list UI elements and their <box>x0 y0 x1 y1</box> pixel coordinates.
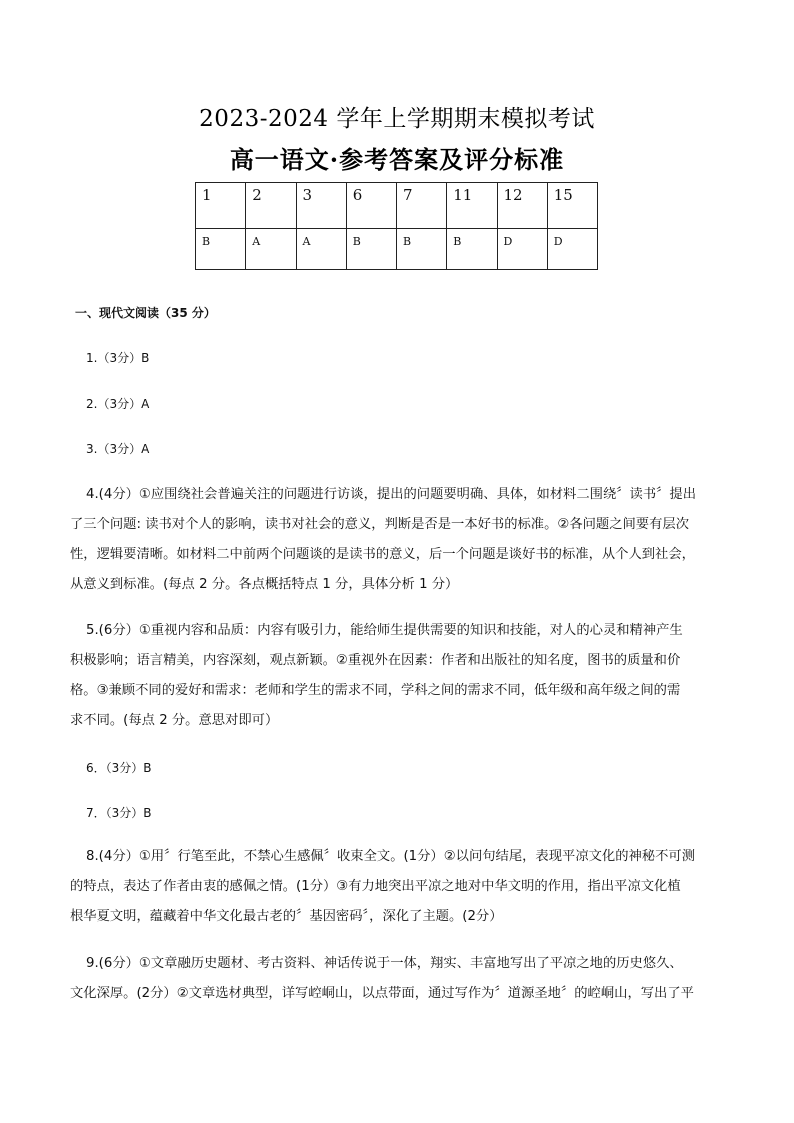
question-number-cell: 3 <box>296 183 346 229</box>
answer-q8 <box>70 842 726 932</box>
answer-q7: 7．（3分）B <box>86 806 152 820</box>
answer-cell: B <box>346 229 396 270</box>
answer-q5 <box>70 616 726 736</box>
answer-cell: D <box>497 229 547 270</box>
question-number-cell: 1 <box>196 183 246 229</box>
paragraph-line: 5.(6分）①重视内容和品质：内容有吸引力，能给师生提供需要的知识和技能，对人的心灵和精神产生 <box>86 623 683 638</box>
paragraph-line: 格。③兼顾不同的爱好和需求：老师和学生的需求不同，学科之间的需求不同，低年级和高年级之间的需 <box>70 683 681 698</box>
paragraph-line: 的特点，表达了作者由衷的感佩之情。(1分）③有力地突出平凉之地对中华文明的作用，指出平凉文化植 <box>70 879 681 894</box>
paragraph-line: 根华夏文明，蕴藏着中华文化最古老的〞基因密码〞，深化了主题。(2分） <box>70 909 503 924</box>
answer-cell: B <box>447 229 497 270</box>
exam-title: 2023-2024 学年上学期期末模拟考试 <box>199 106 595 132</box>
question-number-cell: 12 <box>497 183 547 229</box>
paragraph-line: 积极影响；语言精美，内容深刻，观点新颖。②重视外在因素：作者和出版社的知名度，图书的质量和价 <box>70 653 681 668</box>
answer-cell: A <box>246 229 296 270</box>
answer-cell: D <box>547 229 597 270</box>
question-number-cell: 7 <box>397 183 447 229</box>
paragraph-line: 从意义到标准。(每点 2 分。各点概括特点 1 分，具体分析 1 分） <box>70 577 459 592</box>
answer-q4 <box>70 480 726 600</box>
question-number-cell: 15 <box>547 183 597 229</box>
question-number-cell: 2 <box>246 183 296 229</box>
answer-row <box>196 229 598 270</box>
answer-q3: 3.（3分）A <box>86 442 150 456</box>
question-number-cell: 6 <box>346 183 396 229</box>
answer-q1: 1.（3分）B <box>86 351 150 365</box>
paragraph-line: 性，逻辑要清晰。如材料二中前两个问题谈的是读书的意义，后一个问题是谈好书的标准，从个人到社会， <box>70 547 695 562</box>
answer-q6: 6．（3分）B <box>86 761 152 775</box>
paragraph-line: 文化深厚。(2分）②文章选材典型，详写崆峒山，以点带面，通过写作为〞道源圣地〞的崆峒山，写出了平 <box>70 986 694 1001</box>
question-number-row <box>196 183 598 229</box>
answer-cell: B <box>397 229 447 270</box>
exam-subtitle: 高一语文·参考答案及评分标准 <box>229 145 565 174</box>
section-heading: 一、现代文阅读（35 分） <box>75 306 216 320</box>
answer-q2: 2.（3分）A <box>86 397 150 411</box>
answer-cell: B <box>196 229 246 270</box>
paragraph-line: 9.(6分）①文章融历史题材、考古资料、神话传说于一体，翔实、丰富地写出了平凉之地的历史悠久、 <box>86 956 683 971</box>
answer-table <box>195 182 598 270</box>
question-number-cell: 11 <box>447 183 497 229</box>
paragraph-line: 了三个问题: 读书对个人的影响，读书对社会的意义，判断是否是一本好书的标准。②各问题之间要有层次 <box>70 517 689 532</box>
paragraph-line: 8.(4分）①用〞行笔至此，不禁心生感佩〞收束全文。(1分）②以问句结尾，表现平凉文化的神秘不可测 <box>86 849 695 864</box>
paragraph-line: 4.(4分）①应围绕社会普遍关注的问题进行访谈，提出的问题要明确、具体，如材料二围绕〞读书〞提出 <box>86 487 697 502</box>
answer-cell: A <box>296 229 346 270</box>
answer-q9 <box>70 949 726 1009</box>
paragraph-line: 求不同。(每点 2 分。意思对即可） <box>70 713 279 728</box>
